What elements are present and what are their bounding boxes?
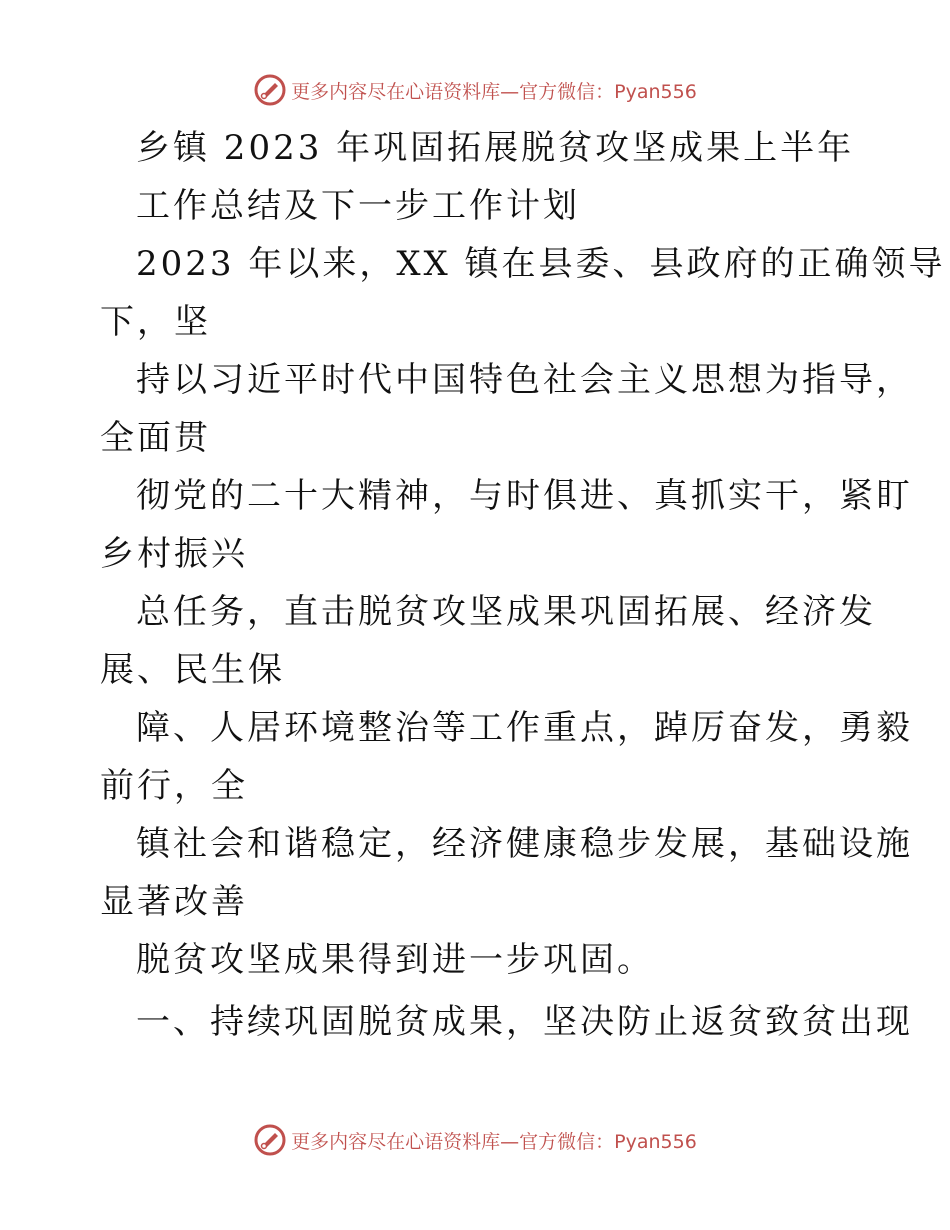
paragraph-line: 全面贯	[100, 418, 211, 458]
paragraph-line: 总任务，直击脱贫攻坚成果巩固拓展、经济发	[136, 592, 876, 632]
paragraph-line: 展、民生保	[100, 650, 285, 690]
paragraph-line: 下，坚	[100, 302, 211, 342]
paragraph-line: 乡村振兴	[100, 534, 248, 574]
logo-icon	[253, 1123, 287, 1157]
document-title-line-2: 工作总结及下一步工作计划	[136, 186, 580, 226]
watermark-text: 更多内容尽在心语资料库—官方微信：Pyan556	[291, 80, 697, 103]
paragraph-line: 障、人居环境整治等工作重点，踔厉奋发，勇毅	[136, 708, 913, 748]
watermark-text: 更多内容尽在心语资料库—官方微信：Pyan556	[291, 1130, 697, 1153]
paragraph-line: 持以习近平时代中国特色社会主义思想为指导，	[136, 360, 913, 400]
document-title-line-1: 乡镇 2023 年巩固拓展脱贫攻坚成果上半年	[136, 128, 855, 168]
logo-icon	[253, 73, 287, 107]
paragraph-line: 彻党的二十大精神，与时俱进、真抓实干，紧盯	[136, 476, 913, 516]
section-heading: 一、持续巩固脱贫成果，坚决防止返贫致贫出现	[136, 1002, 913, 1042]
paragraph-line: 2023 年以来，XX 镇在县委、县政府的正确领导	[136, 244, 946, 284]
header-watermark	[0, 70, 950, 110]
footer-watermark	[0, 1120, 950, 1160]
paragraph-line: 镇社会和谐稳定，经济健康稳步发展，基础设施	[136, 824, 913, 864]
paragraph-line: 前行，全	[100, 766, 248, 806]
paragraph-line: 显著改善	[100, 882, 248, 922]
paragraph-line: 脱贫攻坚成果得到进一步巩固。	[136, 940, 654, 980]
